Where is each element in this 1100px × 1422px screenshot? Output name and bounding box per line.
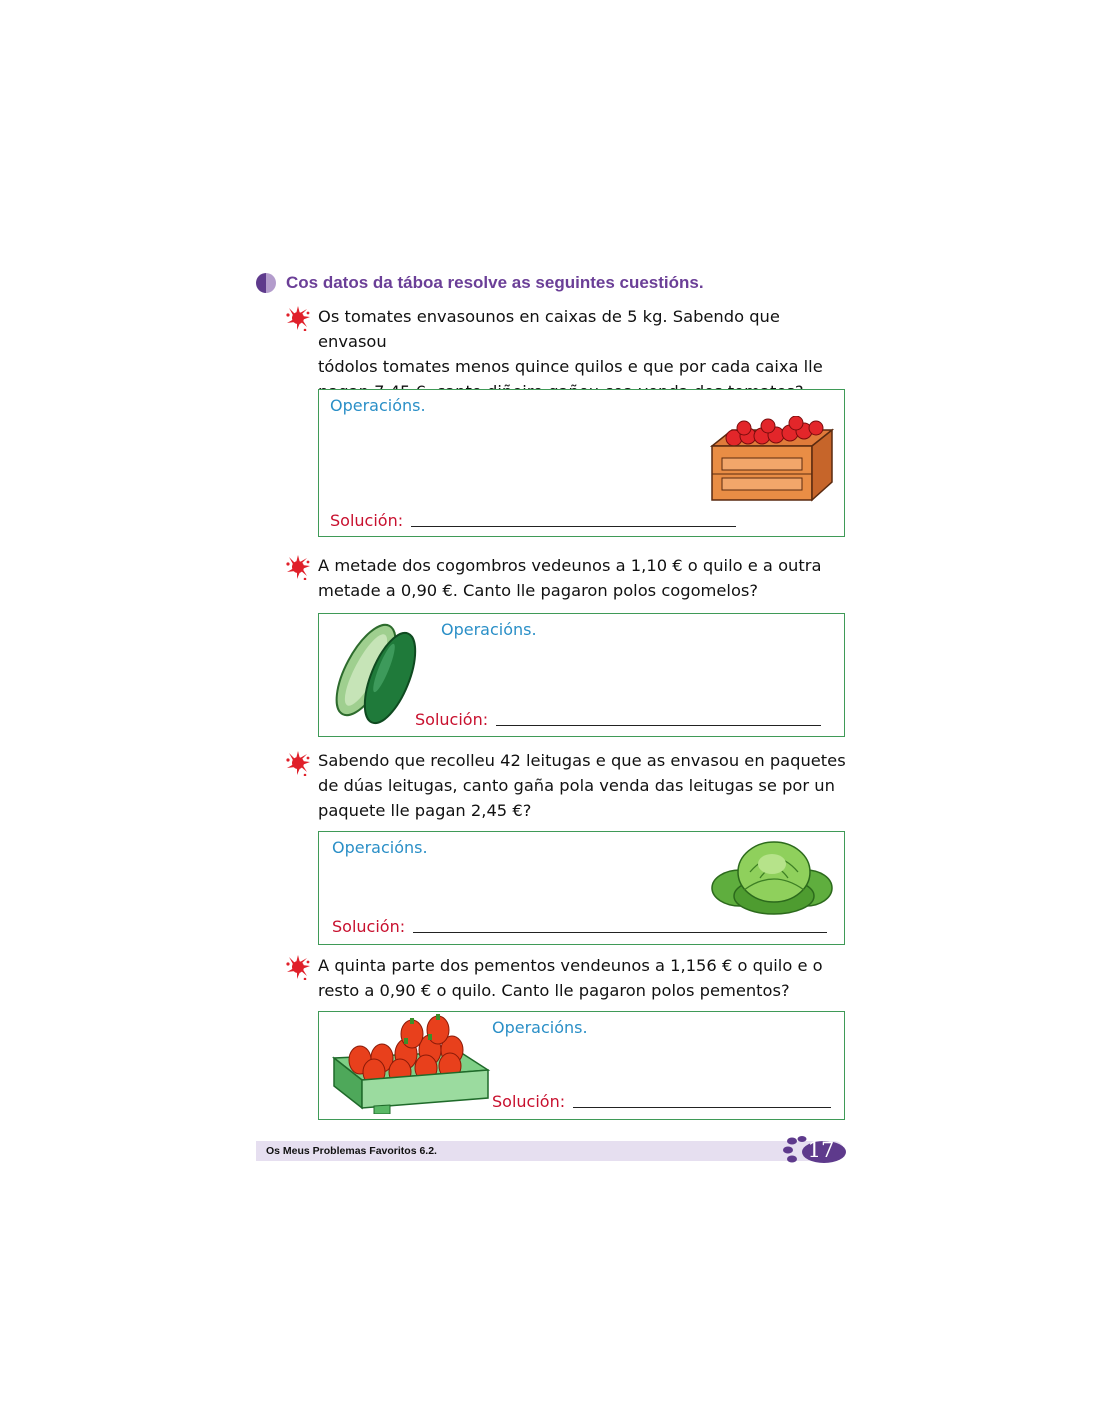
solution-label: Solución: bbox=[332, 917, 406, 936]
problem-line: Os tomates envasounos en caixas de 5 kg. Sabendo que envasou bbox=[318, 307, 780, 351]
solution-line[interactable] bbox=[411, 524, 736, 527]
operations-label: Operacións. bbox=[492, 1018, 588, 1037]
problem-4-text bbox=[318, 953, 848, 1003]
solution-field[interactable] bbox=[332, 917, 827, 936]
problem-line: A metade dos cogombros vedeunos a 1,10 € o quilo e a outra bbox=[318, 556, 822, 575]
problem-line: de dúas leitugas, canto gaña pola venda das leitugas se por un bbox=[318, 776, 835, 795]
splat-bullet-icon bbox=[285, 954, 311, 980]
operations-label: Operacións. bbox=[441, 620, 537, 639]
solution-line[interactable] bbox=[496, 723, 821, 726]
splat-bullet-icon bbox=[285, 305, 311, 331]
solution-label: Solución: bbox=[415, 710, 489, 729]
tomato-crate-icon bbox=[704, 416, 836, 504]
lettuce-icon bbox=[710, 838, 834, 918]
section-heading bbox=[256, 270, 704, 296]
solution-field[interactable] bbox=[415, 710, 821, 729]
problem-line: paquete lle pagan 2,45 €? bbox=[318, 801, 532, 820]
operations-label: Operacións. bbox=[332, 838, 428, 857]
solution-field[interactable] bbox=[330, 511, 736, 530]
problem-line: tódolos tomates menos quince quilos e que por cada caixa lle bbox=[318, 357, 823, 376]
heading-text: Cos datos da táboa resolve as seguintes cuestións. bbox=[286, 273, 704, 292]
solution-line[interactable] bbox=[413, 930, 827, 933]
pepper-tray-icon bbox=[330, 1014, 492, 1114]
problem-line: metade a 0,90 €. Canto lle pagaron polos cogomelos? bbox=[318, 581, 759, 600]
problem-3-text bbox=[318, 748, 848, 823]
solution-label: Solución: bbox=[330, 511, 404, 530]
cucumbers-icon bbox=[326, 618, 430, 728]
page-number: 17 bbox=[807, 1138, 835, 1162]
problem-line: Sabendo que recolleu 42 leitugas e que as envasou en paquetes bbox=[318, 751, 846, 770]
solution-field[interactable] bbox=[492, 1092, 831, 1111]
problem-2-text bbox=[318, 553, 848, 603]
splat-bullet-icon bbox=[285, 554, 311, 580]
solution-line[interactable] bbox=[573, 1105, 831, 1108]
half-circle-icon bbox=[256, 273, 276, 293]
solution-label: Solución: bbox=[492, 1092, 566, 1111]
book-title: Os Meus Problemas Favoritos 6.2. bbox=[266, 1145, 437, 1157]
operations-label: Operacións. bbox=[330, 396, 426, 415]
splat-bullet-icon bbox=[285, 750, 311, 776]
problem-line: resto a 0,90 € o quilo. Canto lle pagaron polos pementos? bbox=[318, 981, 790, 1000]
problem-line: A quinta parte dos pementos vendeunos a 1,156 € o quilo e o bbox=[318, 956, 823, 975]
